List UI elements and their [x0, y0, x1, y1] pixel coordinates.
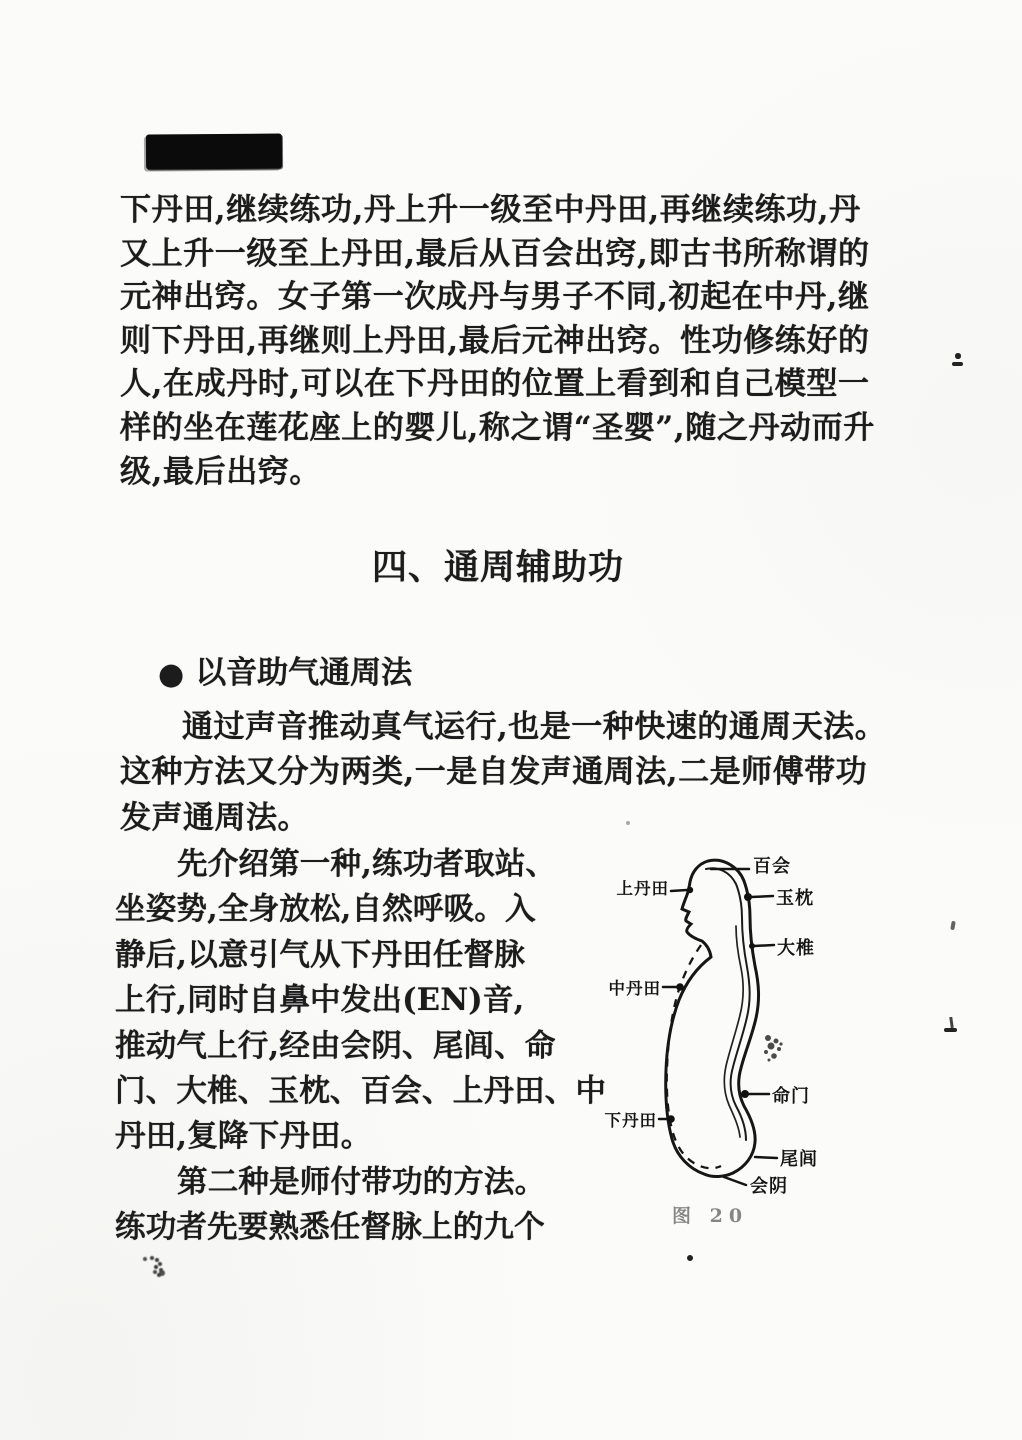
subsection-heading: [158, 647, 412, 692]
figure-label-yuzhen: 玉枕: [776, 888, 814, 909]
point-dot-shangdantian: [687, 887, 693, 893]
point-dot-xiadantian: [667, 1115, 675, 1123]
label-line-huiyin: [724, 1177, 746, 1185]
figure-label-dazhui: 大椎: [777, 938, 815, 959]
text-line: 先介绍第一种,练功者取站、: [177, 846, 557, 882]
figure-label-baihui: 百会: [753, 856, 791, 877]
text-line: 级,最后出窍。: [120, 453, 321, 490]
text-line: 元神出窍。女子第一次成丹与男子不同,初起在中丹,继: [120, 279, 870, 316]
text-line: 第二种是师付带功的方法。: [177, 1163, 546, 1200]
du-meridian-line-2: [724, 926, 743, 1137]
dust-speck: [626, 821, 630, 825]
ink-blot: [764, 1035, 783, 1062]
text-line: 发声通周法。: [120, 799, 309, 836]
page-number-smudge: [150, 1256, 154, 1260]
text-line: 坐姿势,全身放松,自然呼吸。入: [115, 891, 536, 928]
text-line: 这种方法又分为两类,一是自发声通周法,二是师傅带功: [120, 754, 868, 791]
ren-meridian-dashed-line: [667, 945, 721, 1168]
figure-label-shangdantian: 上丹田: [616, 879, 669, 898]
text-line: 人,在成丹时,可以在下丹田的位置上看到和自己模型一: [120, 366, 870, 403]
text-line: 推动气上行,经由会阴、尾闾、命: [115, 1027, 556, 1064]
left-column-paragraph: [115, 842, 606, 1251]
bullet-icon: ●: [158, 657, 185, 692]
text-line: 丹田,复降下丹田。: [115, 1118, 372, 1155]
label-line-weilv: [755, 1157, 777, 1158]
figure-label-mingmen: 命门: [772, 1086, 810, 1107]
caption-dot-speck: [687, 1255, 693, 1261]
text-line: 下丹田,继续练功,丹上升一级至中丹田,再继续练功,丹: [120, 192, 861, 228]
intro-paragraph: [120, 705, 886, 841]
text-line: 上行,同时自鼻中发出(EN)音,: [115, 982, 525, 1019]
meridian-body-figure: [575, 840, 985, 1240]
figure-caption: 图 20: [672, 1205, 749, 1227]
figure-label-xiadantian: 下丹田: [604, 1111, 657, 1130]
margin-speck: [952, 362, 963, 366]
text-line: 样的坐在莲花座上的婴儿,称之谓“圣婴”,随之丹动而升: [120, 409, 875, 446]
text-line: 静后,以意引气从下丹田任督脉: [115, 936, 525, 973]
figure-label-zhongdantian: 中丹田: [608, 979, 661, 998]
label-line-dazhui: [754, 945, 774, 946]
figure-label-weilv: 尾闾: [780, 1149, 818, 1170]
label-line-shangdantian: [671, 890, 687, 891]
section-heading: 四、通周辅助功: [372, 547, 625, 588]
text-line: 练功者先要熟悉任督脉上的九个: [115, 1209, 545, 1246]
opening-paragraph: [120, 189, 875, 494]
margin-speck: [944, 1028, 957, 1032]
margin-speck: [955, 353, 961, 359]
redaction-bar: [146, 134, 282, 170]
text-line: 则下丹田,再继则上丹田,最后元神出窍。性功修练好的: [120, 322, 870, 359]
point-dot-zhongdantian: [676, 983, 684, 991]
body-outline-front: [666, 860, 744, 1176]
text-line: 通过声音推动真气运行,也是一种快速的通周天法。: [182, 709, 887, 745]
text-line: 门、大椎、玉枕、百会、上丹田、中: [115, 1073, 607, 1110]
label-line-yuzhen: [751, 896, 773, 897]
subsection-title: 以音助气通周法: [195, 655, 413, 691]
du-meridian-line: [706, 868, 750, 1140]
text-line: 又上升一级至上丹田,最后从百会出窍,即古书所称谓的: [120, 235, 870, 272]
figure-label-huiyin: 会阴: [750, 1176, 788, 1197]
